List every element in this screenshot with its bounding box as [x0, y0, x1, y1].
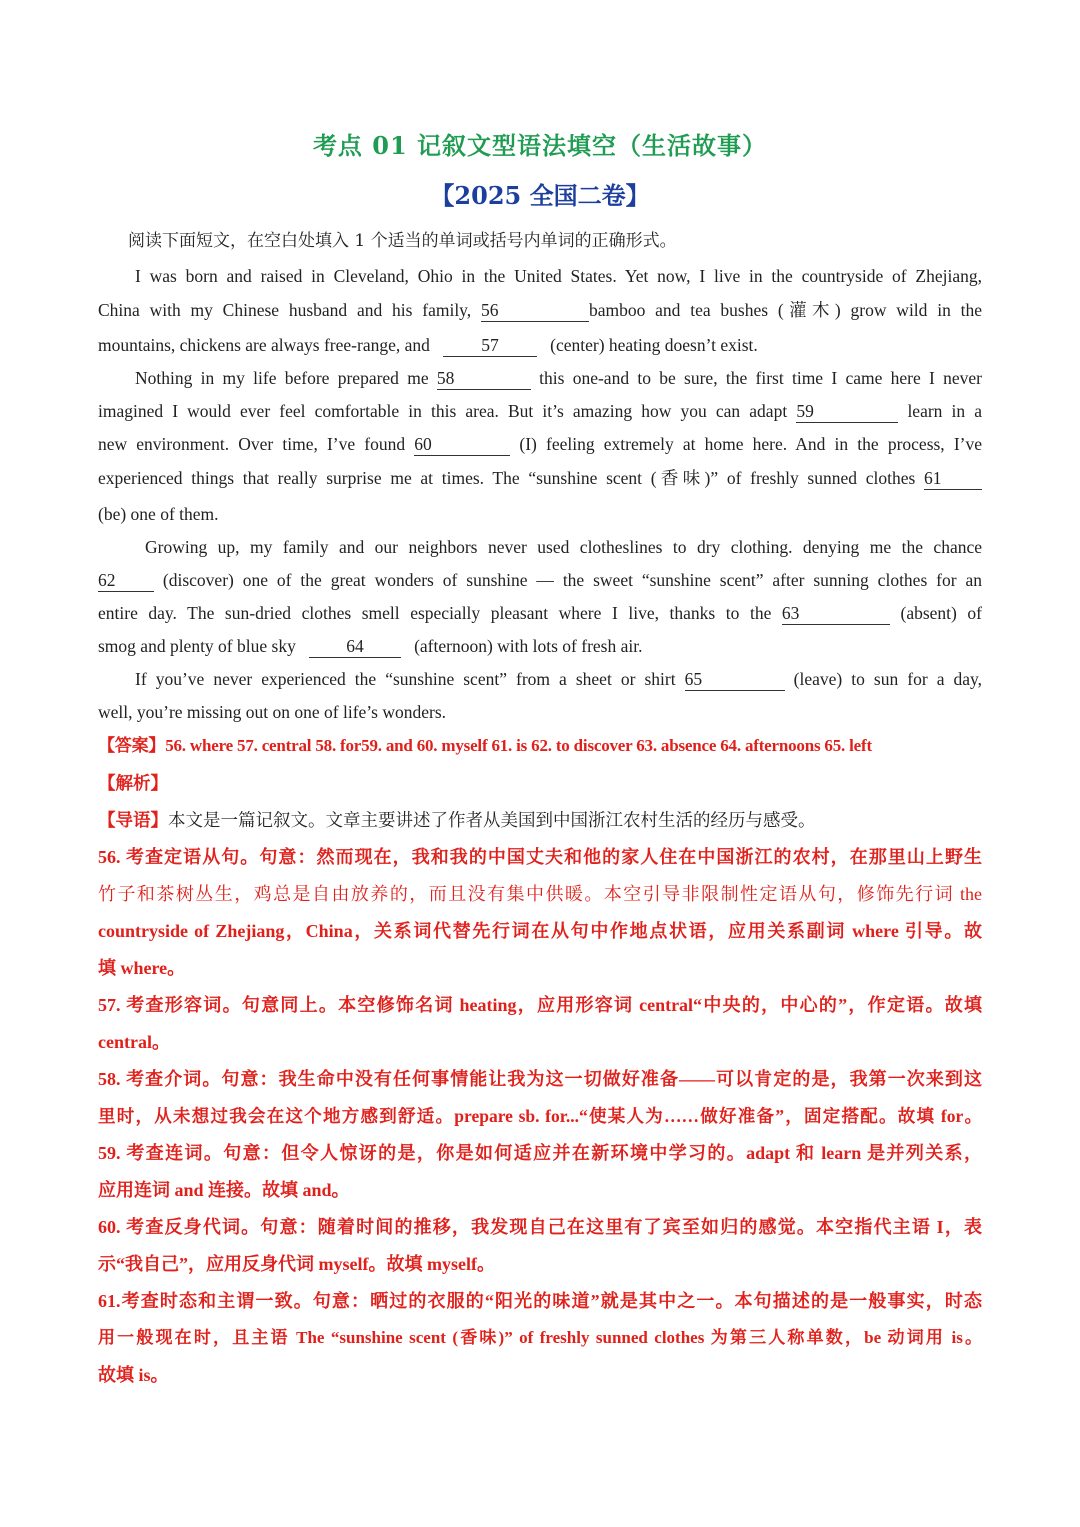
- answer-label: 【答案】: [98, 736, 166, 755]
- intro-label: 【导语】: [98, 810, 168, 830]
- passage-line: [135, 665, 982, 693]
- explanation-57-line: 57. 考查形容词。句意同上。本空修饰名词 heating，应用形容词 central“中央的，中心的”，作定语。故填: [98, 995, 982, 1015]
- explanation-56-line: countryside of Zhejiang，China，关系词代替先行词在从句中作地点状语，应用关系副词 where 引导。故: [98, 921, 982, 941]
- text-span: (center) heating doesn’t exist.: [550, 335, 758, 355]
- explanation-60-line: 示“我自己”，应用反身代词 myself。故填 myself。: [98, 1254, 495, 1274]
- text-span: bamboo and tea bushes (灌木) grow wild in the: [588, 300, 983, 320]
- passage-line: I was born and raised in Cleveland, Ohio in the United States. Yet now, I live in the countryside of Zhejiang,: [135, 266, 982, 286]
- blank-62: 62: [98, 569, 154, 592]
- text-span: (leave) to sun for a day,: [793, 669, 983, 689]
- text-span: (I) feeling extremely at home here. And in the process, I’ve: [519, 434, 982, 454]
- blank-56: 56: [481, 299, 589, 322]
- explanation-61-line: 用一般现在时，且主语 The “sunshine scent (香味)” of freshly sunned clothes 为第三人称单数，be 动词用 is。: [98, 1328, 982, 1347]
- text-span: Nothing in my life before prepared me: [135, 368, 429, 388]
- passage-line: well, you’re missing out on one of life’s wonders.: [98, 702, 447, 722]
- passage-line: [98, 632, 982, 660]
- text-span: imagined I would ever feel comfortable in this area. But it’s amazing how you can adapt: [98, 401, 788, 421]
- page-title: 考点 01 记叙文型语法填空（生活故事）: [312, 131, 768, 160]
- analysis-label: 【解析】: [98, 773, 168, 793]
- blank-63: 63: [782, 602, 890, 625]
- explanation-59-line: 59. 考查连词。句意：但令人惊讶的是，你是如何适应并在新环境中学习的。adapt 和 learn 是并列关系，: [98, 1143, 982, 1163]
- text-span: If you’ve never experienced the “sunshine scent” from a sheet or shirt: [135, 669, 676, 689]
- blank-65: 65: [685, 668, 785, 691]
- blank-60: 60: [414, 433, 510, 456]
- text-span: (afternoon) with lots of fresh air.: [414, 636, 643, 656]
- passage-line: Growing up, my family and our neighbors never used clotheslines to dry clothing. denying me the chance: [145, 537, 982, 557]
- explanation-56-line: 填 where。: [98, 958, 186, 978]
- passage-line: (be) one of them.: [98, 504, 219, 524]
- text-span: smog and plenty of blue sky: [98, 636, 296, 656]
- text-span: China with my Chinese husband and his family,: [98, 300, 472, 320]
- text-span: new environment. Over time, I’ve found: [98, 434, 406, 454]
- passage-line: [98, 296, 982, 324]
- passage-line: [98, 331, 982, 359]
- exam-source: 【2025 全国二卷】: [430, 181, 650, 210]
- passage-line: [98, 566, 982, 594]
- explanation-56-line: 竹子和茶树丛生，鸡总是自由放养的，而且没有集中供暖。本空引导非限制性定语从句，修饰先行词 the: [98, 884, 982, 904]
- explanation-61-line: 61.考查时态和主谓一致。句意：晒过的衣服的“阳光的味道”就是其中之一。本句描述的是一般事实，时态: [98, 1291, 982, 1311]
- passage-line: [98, 430, 982, 458]
- intro-text: 本文是一篇记叙文。文章主要讲述了作者从美国到中国浙江农村生活的经历与感受。: [168, 810, 816, 830]
- explanation-58-line: 58. 考查介词。句意：我生命中没有任何事情能让我为这一切做好准备——可以肯定的是，我第一次来到这: [98, 1069, 982, 1089]
- explanation-60-line: 60. 考查反身代词。句意：随着时间的推移，我发现自己在这里有了宾至如归的感觉。本空指代主语 I，表: [98, 1217, 982, 1237]
- text-span: experienced things that really surprise me at times. The “sunshine scent (香味)” of freshly sunned clothes: [98, 468, 916, 488]
- explanation-56-line: 56. 考查定语从句。句意：然而现在，我和我的中国丈夫和他的家人住在中国浙江的农村，在那里山上野生: [98, 847, 982, 867]
- text-span: entire day. The sun-dried clothes smell especially pleasant where I live, thanks to the: [98, 603, 772, 623]
- passage-line: [98, 599, 982, 627]
- text-span: (discover) one of the great wonders of sunshine — the sweet “sunshine scent” after sunning clothes for an: [162, 570, 982, 590]
- blank-58: 58: [437, 367, 531, 390]
- blank-64: 64: [309, 635, 401, 658]
- blank-57: 57: [443, 334, 537, 357]
- passage-line: [98, 464, 982, 492]
- passage-line: [98, 397, 982, 425]
- explanation-61-line: 故填 is。: [98, 1365, 169, 1385]
- text-span: mountains, chickens are always free-range, and: [98, 335, 430, 355]
- answer-text: 56. where 57. central 58. for59. and 60. myself 61. is 62. to discover 63. absence 64. afternoons 65. left: [165, 736, 872, 755]
- text-span: learn in a: [907, 401, 983, 421]
- passage-line: [135, 364, 982, 392]
- text-span: this one-and to be sure, the first time I came here I never: [539, 368, 982, 388]
- answer-key: [98, 731, 982, 761]
- intro-line: [98, 805, 982, 835]
- blank-61: 61: [924, 467, 982, 490]
- instruction: 阅读下面短文，在空白处填入 1 个适当的单词或括号内单词的正确形式。: [128, 231, 677, 251]
- text-span: (absent) of: [900, 603, 983, 623]
- blank-59: 59: [796, 400, 898, 423]
- explanation-57-line: central。: [98, 1032, 170, 1052]
- explanation-58-line: 里时，从未想过我会在这个地方感到舒适。prepare sb. for...“使某人为……做好准备”，固定搭配。故填 for。: [98, 1106, 982, 1126]
- explanation-59-line: 应用连词 and 连接。故填 and。: [98, 1180, 350, 1200]
